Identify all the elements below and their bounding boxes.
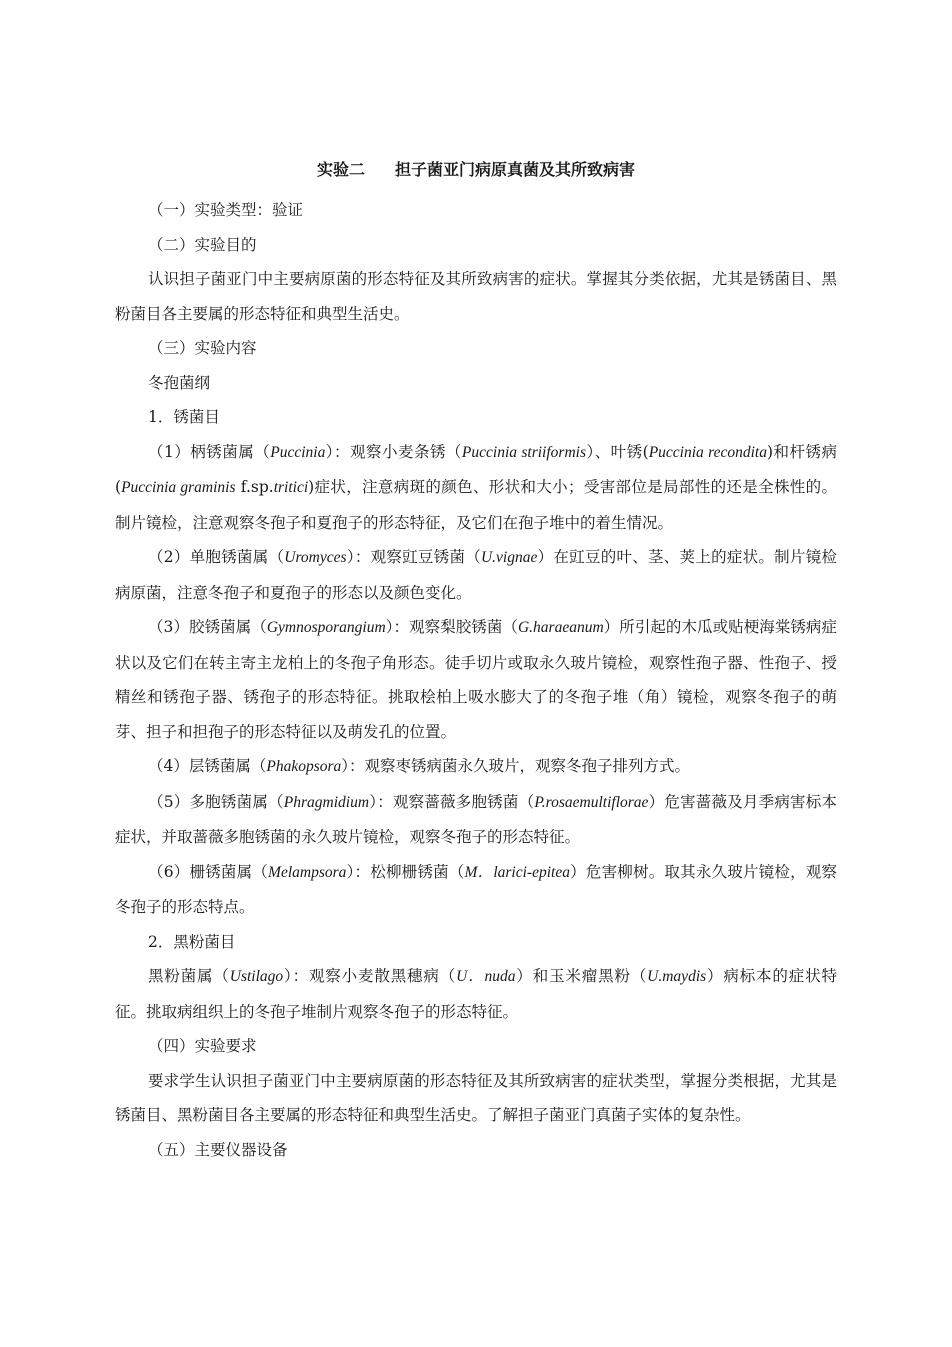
title-experiment-name: 担子菌亚门病原真菌及其所致病害 — [395, 160, 636, 179]
paragraph-ustilago: 黑粉菌属（Ustilago）：观察小麦散黑穗病（U．nuda）和玉米瘤黑粉（U.maydis）病标本的症状特征。挑取病组织上的冬孢子堆制片观察冬孢子的形态特征。 — [115, 967, 837, 1021]
section-purpose-heading: （二）实验目的 — [148, 235, 257, 254]
paragraph-melampsora: （6）栅锈菌属（Melampsora）：松柳栅锈菌（M．larici-epitea）危害柳树。取其永久玻片镜检，观察冬孢子的形态特点。 — [115, 862, 837, 916]
purpose-paragraph: 认识担子菌亚门中主要病原菌的形态特征及其所致病害的症状。掌握其分类依据，尤其是锈菌目、黑粉菌目各主要属的形态特征和典型生活史。 — [115, 270, 837, 323]
order-smut-heading: 2．黑粉菌目 — [148, 932, 236, 951]
section-experiment-type: （一）实验类型：验证 — [148, 201, 304, 219]
paragraph-phragmidium: （5）多胞锈菌属（Phragmidium）：观察蔷薇多胞锈菌（P.rosaemultiflorae）危害蔷薇及月季病害标本症状，并取蔷薇多胞锈菌的永久玻片镜检，观察冬孢子的形态特征。 — [115, 792, 837, 846]
section-requirement-heading: （四）实验要求 — [148, 1037, 257, 1055]
page-title — [115, 157, 837, 183]
requirement-paragraph: 要求学生认识担子菌亚门中主要病原菌的形态特征及其所致病害的症状类型，掌握分类根据，尤其是锈菌目、黑粉菌目各主要属的形态特征和典型生活史。了解担子菌亚门真菌子实体的复杂性。 — [115, 1071, 837, 1124]
class-heading: 冬孢菌纲 — [148, 373, 211, 392]
order-rust-heading: 1．锈菌目 — [148, 408, 220, 426]
section-equipment-heading: （五）主要仪器设备 — [148, 1140, 288, 1159]
paragraph-phakopsora: （4）层锈菌属（Phakopsora）：观察枣锈病菌永久玻片，观察冬孢子排列方式。 — [148, 757, 691, 775]
section-content-heading: （三）实验内容 — [148, 339, 257, 357]
paragraph-gymnosporangium: （3）胶锈菌属（Gymnosporangium）：观察梨胶锈菌（G.haraeanum）所引起的木瓜或贴梗海棠锈病症状以及它们在转主寄主龙柏上的冬孢子角形态。徒手切片或取永久玻片镜检，观察性孢子器、性孢子、授精丝和锈孢子器、锈孢子的形态特征。挑取桧柏上吸水膨大了的冬孢子堆（角）镜检，观察冬孢子的萌芽、担子和担孢子的形态特征以及萌发孔的位置。 — [115, 618, 837, 741]
paragraph-puccinia: （1）柄锈菌属（Puccinia）：观察小麦条锈（Puccinia striiformis）、叶锈(Puccinia recondita)和杆锈病(Puccinia graminis f.sp.tritici)症状，注意病斑的颜色、形状和大小；受害部位是局部性的还是全株性的。制片镜检，注意观察冬孢子和夏孢子的形态特征，及它们在孢子堆中的着生情况。 — [115, 442, 837, 532]
title-experiment-number: 实验二 — [316, 160, 365, 179]
paragraph-uromyces: （2）单胞锈菌属（Uromyces）：观察豇豆锈菌（U.vignae）在豇豆的叶、茎、荚上的症状。制片镜检病原菌，注意冬孢子和夏孢子的形态以及颜色变化。 — [115, 548, 837, 602]
